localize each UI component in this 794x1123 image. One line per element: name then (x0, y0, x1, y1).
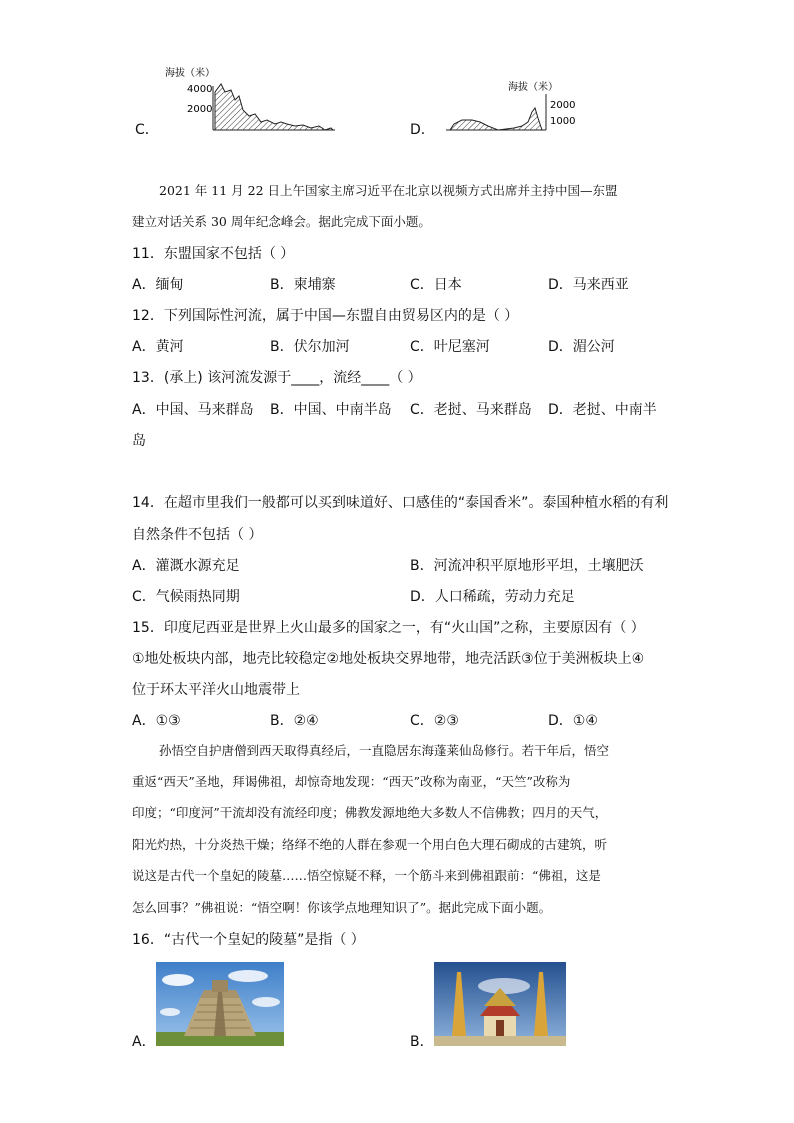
q13-option-b[interactable]: B．中国、中南半岛 (270, 402, 392, 418)
q12-option-a[interactable]: A．黄河 (132, 339, 184, 355)
q15-option-d[interactable]: D．①④ (548, 713, 598, 729)
passage-2-line-3: 印度；“印度河”干流却没有流经印度；佛教发源地绝大多数人不信佛教；四月的天气， (132, 805, 608, 820)
question-15-statements-line-1: ①地处板块内部，地壳比较稳定②地处板块交界地带，地壳活跃③位于美洲板块上④ (132, 651, 645, 667)
question-14-stem-line-1: 14．在超市里我们一般都可以买到味道好、口感佳的“泰国香米”。泰国种植水稻的有利 (132, 495, 669, 511)
q12-option-c[interactable]: C．叶尼塞河 (410, 339, 490, 355)
q16-option-b-label[interactable]: B． (410, 1034, 434, 1050)
question-11-stem: 11．东盟国家不包括（ ） (132, 246, 295, 262)
pyramid-photo[interactable] (156, 962, 284, 1046)
q12-option-d[interactable]: D．湄公河 (548, 339, 615, 355)
tick-4000: 4000 (187, 84, 213, 95)
passage-2-line-2: 重返“西天”圣地，拜谒佛祖，却惊奇地发现：“西天”改称为南亚，“天竺”改称为 (132, 774, 571, 789)
profile-chart-c (135, 62, 340, 140)
q15-option-a[interactable]: A．①③ (132, 713, 181, 729)
q11-option-c[interactable]: C．日本 (410, 277, 462, 293)
q11-option-b[interactable]: B．柬埔寨 (270, 277, 336, 293)
elevation-profile-d (410, 74, 590, 140)
question-12-stem: 12．下列国际性河流，属于中国—东盟自由贸易区内的是（ ） (132, 308, 519, 324)
profile-chart-d (410, 74, 590, 140)
q13-option-d[interactable]: D．老挝、中南半 (548, 402, 657, 418)
q16-option-a-label[interactable]: A． (132, 1034, 156, 1050)
tick-1000-d: 1000 (550, 116, 576, 127)
question-14-stem-line-2: 自然条件不包括（ ） (132, 527, 263, 543)
question-15-stem: 15．印度尼西亚是世界上火山最多的国家之一，有“火山国”之称，主要原因有（ ） (132, 620, 645, 636)
axis-title-c: 海拔（米） (165, 68, 215, 79)
passage-1-line-2: 建立对话关系 30 周年纪念峰会。据此完成下面小题。 (132, 214, 431, 229)
tick-2000-d: 2000 (550, 100, 576, 111)
passage-2-line-5: 说这是古代一个皇妃的陵墓……悟空惊疑不释，一个筋斗来到佛祖跟前：“佛祖，这是 (132, 868, 601, 883)
q13-option-d-wrap: 岛 (132, 433, 146, 449)
q14-option-a[interactable]: A．灌溉水源充足 (132, 558, 240, 574)
question-16-stem: 16．“古代一个皇妃的陵墓”是指（ ） (132, 932, 365, 948)
axis-title-d: 海拔（米） (508, 82, 558, 93)
q13-option-a[interactable]: A．中国、马来群岛 (132, 402, 254, 418)
question-13-stem: 13．(承上) 该河流发源于____，流经____（ ） (132, 370, 422, 386)
q14-option-d[interactable]: D．人口稀疏，劳动力充足 (410, 589, 575, 605)
q11-option-a[interactable]: A．缅甸 (132, 277, 184, 293)
q14-option-c[interactable]: C．气候雨热同期 (132, 589, 240, 605)
passage-2-line-1: 孙悟空自护唐僧到西天取得真经后，一直隐居东海蓬莱仙岛修行。若干年后，悟空 (159, 743, 610, 758)
thai-temple-photo[interactable] (434, 962, 566, 1046)
elevation-profile-c (135, 62, 340, 140)
tick-2000: 2000 (187, 104, 213, 115)
q13-option-c[interactable]: C．老挝、马来群岛 (410, 402, 532, 418)
option-c-letter: C． (135, 122, 159, 138)
option-d-letter: D． (410, 122, 435, 138)
question-15-statements-line-2: 位于环太平洋火山地震带上 (132, 682, 300, 698)
passage-2-line-4: 阳光灼热，十分炎热干燥；络绎不绝的人群在参观一个用白色大理石砌成的古建筑，听 (132, 837, 608, 852)
q14-option-b[interactable]: B．河流冲积平原地形平坦，土壤肥沃 (410, 558, 644, 574)
terrain-area-c (215, 84, 333, 130)
terrain-area-d (450, 108, 542, 130)
q15-option-c[interactable]: C．②③ (410, 713, 459, 729)
q12-option-b[interactable]: B．伏尔加河 (270, 339, 350, 355)
passage-1-line-1: 2021 年 11 月 22 日上午国家主席习近平在北京以视频方式出席并主持中国—东盟 (159, 183, 618, 198)
q11-option-d[interactable]: D．马来西亚 (548, 277, 629, 293)
q15-option-b[interactable]: B．②④ (270, 713, 319, 729)
passage-2-line-6: 怎么回事？”佛祖说：“悟空啊！你该学点地理知识了”。据此完成下面小题。 (132, 900, 552, 915)
